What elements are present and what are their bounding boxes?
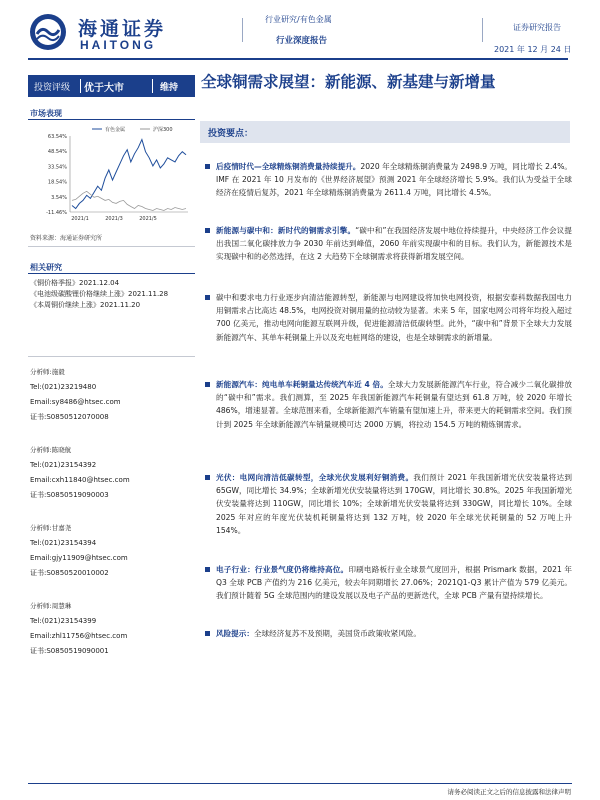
section-rule xyxy=(28,273,195,274)
key-point-paragraph xyxy=(200,563,572,603)
legend-label: 沪深300 xyxy=(153,127,173,133)
key-point-body: 全球大力发展新能源汽车行业，符合减少二氧化碳排放的“碳中和”需求。我们测算，至 2025 年我国新能源汽车耗铜量有望达到 61.8 万吨，较 2020 年增长 486%，增速显著。全球范围来看，全球新能源汽车销量有望加速上升，带来更大的耗铜需求空间。我们预计到 2025 年全球新能源汽车销量规模可达 2000 万辆，将拉动 154.5 万吨的精炼铜需求。 xyxy=(216,380,572,429)
rating-status: 维持 xyxy=(160,83,179,93)
key-point-body: 2020 年全球精炼铜消费量为 2498.9 万吨，同比增长 2.4%。IMF 在 2021 年 10 月发布的《世界经济展望》预测 2021 年全球经济增长 5.9%。我们认为受益于全球经济在疫情后复苏，2021 年全球精炼铜消费量为 2611.4 万吨，同比增长 4.5%。 xyxy=(216,162,573,198)
header-divider xyxy=(242,18,243,42)
key-point-paragraph xyxy=(200,627,572,640)
key-point-lead: 光伏：电网向清洁低碳转型，全球光伏发展利好铜消费。 xyxy=(216,473,414,482)
analyst-cert: 证书:S0850519090001 xyxy=(30,647,109,655)
haitong-logo xyxy=(28,12,203,52)
bullet-icon xyxy=(205,382,210,387)
market-performance-title: 市场表现 xyxy=(30,109,62,118)
analyst-email[interactable]: Email:zhl11756@htsec.com xyxy=(30,632,128,640)
haitong-emblem-icon xyxy=(28,12,68,52)
key-point-lead: 新能源与碳中和：新时代的铜需求引擎。 xyxy=(216,226,356,235)
report-main-title: 全球铜需求展望：新能源、新基建与新增量 xyxy=(201,72,496,91)
y-tick-label: 18.54% xyxy=(47,179,67,186)
analyst-name: 分析师:施毅 xyxy=(30,368,65,376)
header-rule xyxy=(28,58,568,60)
rating-label: 投资评级 xyxy=(34,83,71,93)
investment-rating xyxy=(28,75,195,97)
key-point-body: 全球经济复苏不及预期，美国货币政策收紧风险。 xyxy=(253,629,422,638)
logo-chinese-name: 海通证券 xyxy=(78,18,167,40)
analyst-tel: Tel:(021)23219480 xyxy=(30,383,97,391)
x-tick-label: 2021/1 xyxy=(71,216,89,222)
y-tick-label: 3.54% xyxy=(51,194,67,201)
y-tick-label: 63.54% xyxy=(47,134,67,140)
key-points-title: 投资要点： xyxy=(208,129,254,139)
key-point-lead: 新能源汽车：纯电单车耗铜量达传统汽车近 4 倍。 xyxy=(216,380,388,389)
logo-english-name: HAITONG xyxy=(80,38,157,52)
analyst-tel: Tel:(021)23154399 xyxy=(30,617,97,625)
report-category: 行业研究/有色金属 xyxy=(265,15,332,24)
legend-label: 有色金属 xyxy=(105,127,126,133)
analyst-block xyxy=(30,599,190,659)
related-research-title: 相关研究 xyxy=(30,263,62,272)
y-tick-label: -11.46% xyxy=(46,210,67,216)
header-divider xyxy=(482,18,483,42)
chart-source: 资料来源：海通证券研究所 xyxy=(30,235,103,242)
key-point-paragraph xyxy=(200,224,572,264)
key-point-body: “碳中和”在我国经济发展中地位持续提升，中央经济工作会议提出我国二氧化碳排放力争 2030 年前达到峰值，2060 年前实现碳中和的目标。我们认为，新能源技术是实现碳中和的必然选择，在这 2 大趋势下全球铜需求将获得新增发展空间。 xyxy=(216,226,572,262)
related-research-item[interactable]: 《铜价格季报》2021.12.04 xyxy=(30,279,120,287)
key-point-paragraph xyxy=(200,160,572,200)
section-rule xyxy=(28,356,195,357)
analyst-cert: 证书:S0850519090003 xyxy=(30,491,109,499)
analyst-email[interactable]: Email:cxh11840@htsec.com xyxy=(30,476,130,484)
analyst-name: 分析师:周慧琳 xyxy=(30,602,72,610)
x-tick-label: 2021/5 xyxy=(139,216,157,222)
rating-divider xyxy=(80,79,81,93)
analyst-cert: 证书:S0850512070008 xyxy=(30,413,109,421)
related-research-item[interactable]: 《本周铜价继续上涨》2021.11.20 xyxy=(30,301,141,309)
footer-disclaimer: 请务必阅读正文之后的信息披露和法律声明 xyxy=(447,788,571,796)
key-point-body: 印刷电路板行业全球景气度回升，根据 Prismark 数据，2021 年 Q3 全球 PCB 产值约为 216 亿美元，较去年同期增长 27.06%；2021Q1-Q3 累计产值为 579 亿美元。我们预计随着 5G 全球范围内的建设发展以及电子产品的更新迭代，全球 PCB 产量有望持续增长。 xyxy=(216,565,572,601)
section-rule xyxy=(28,246,195,247)
section-rule xyxy=(28,119,195,120)
analyst-name: 分析师:甘嘉尧 xyxy=(30,524,72,532)
y-tick-label: 33.54% xyxy=(47,164,67,171)
rating-value: 优于大市 xyxy=(84,83,124,94)
analyst-block xyxy=(30,365,190,425)
bullet-icon xyxy=(205,475,210,480)
related-research-list xyxy=(30,278,195,311)
bullet-icon xyxy=(205,631,210,636)
bullet-icon xyxy=(205,228,210,233)
analyst-email[interactable]: Email:sy8486@htsec.com xyxy=(30,398,121,406)
bullet-icon xyxy=(205,567,210,572)
key-point-body: 碳中和要求电力行业逐步向清洁能源转型，新能源与电网建设将加快电网投资，根据安泰科数据我国电力用铜需求占比高达 48.5%，电网投资对铜用量的拉动较为显著。未来 5 年，国家电网公司将年均投入超过 700 亿美元，推动电网向能源互联网升级，促进能源清洁低碳转型。此外，“碳中和”背景下全球大力发展新能源汽车、其单车耗铜量上升以及充电桩网络的建设，也是全球铜需求的新增量。 xyxy=(216,293,572,342)
key-point-lead: 电子行业：行业景气度仍将维持高位。 xyxy=(216,565,349,574)
rating-divider xyxy=(152,79,153,93)
key-point-lead: 后疫情时代—全球精炼铜消费量持续提升。 xyxy=(216,162,361,171)
series-line-0 xyxy=(72,140,186,209)
analyst-tel: Tel:(021)23154392 xyxy=(30,461,97,469)
related-research-item[interactable]: 《电池级碳酸锂价格继续上涨》2021.11.28 xyxy=(30,290,169,298)
analyst-tel: Tel:(021)23154394 xyxy=(30,539,97,547)
analyst-cert: 证书:S0850520010002 xyxy=(30,569,109,577)
y-tick-label: 48.54% xyxy=(47,149,67,156)
key-point-paragraph xyxy=(200,291,572,344)
report-label: 证券研究报告 xyxy=(513,23,561,32)
report-type: 行业深度报告 xyxy=(276,36,328,46)
key-point-paragraph xyxy=(200,471,572,537)
market-performance-chart xyxy=(28,124,195,224)
analyst-email[interactable]: Email:gjy11909@htsec.com xyxy=(30,554,128,562)
key-point-paragraph xyxy=(200,378,572,431)
key-point-body: 我们预计 2021 年我国新增光伏安装量将达到 65GW，同比增长 34.9%；全球新增光伏安装量将达到 170GW，同比增长 30.8%。2025 年我国新增光伏安装量将达到 110GW，同比增长 10%；全球新增光伏安装量将达到 330GW，同比增长 10%。全球 2025 年对应的年度光伏装机耗铜量将达到 132 万吨，较 2020 年全球光伏耗铜量的 52 万吨上升 154%。 xyxy=(216,473,573,535)
report-date: 2021 年 12 月 24 日 xyxy=(494,45,572,54)
x-tick-label: 2021/3 xyxy=(105,216,123,222)
bullet-icon xyxy=(205,295,210,300)
analyst-name: 分析师:陈晓航 xyxy=(30,446,72,454)
analyst-block xyxy=(30,521,190,581)
series-line-1 xyxy=(72,191,186,210)
analyst-block xyxy=(30,443,190,503)
footer-rule xyxy=(28,783,572,784)
key-points-bar xyxy=(200,121,570,143)
bullet-icon xyxy=(205,164,210,169)
key-point-lead: 风险提示： xyxy=(216,629,254,638)
